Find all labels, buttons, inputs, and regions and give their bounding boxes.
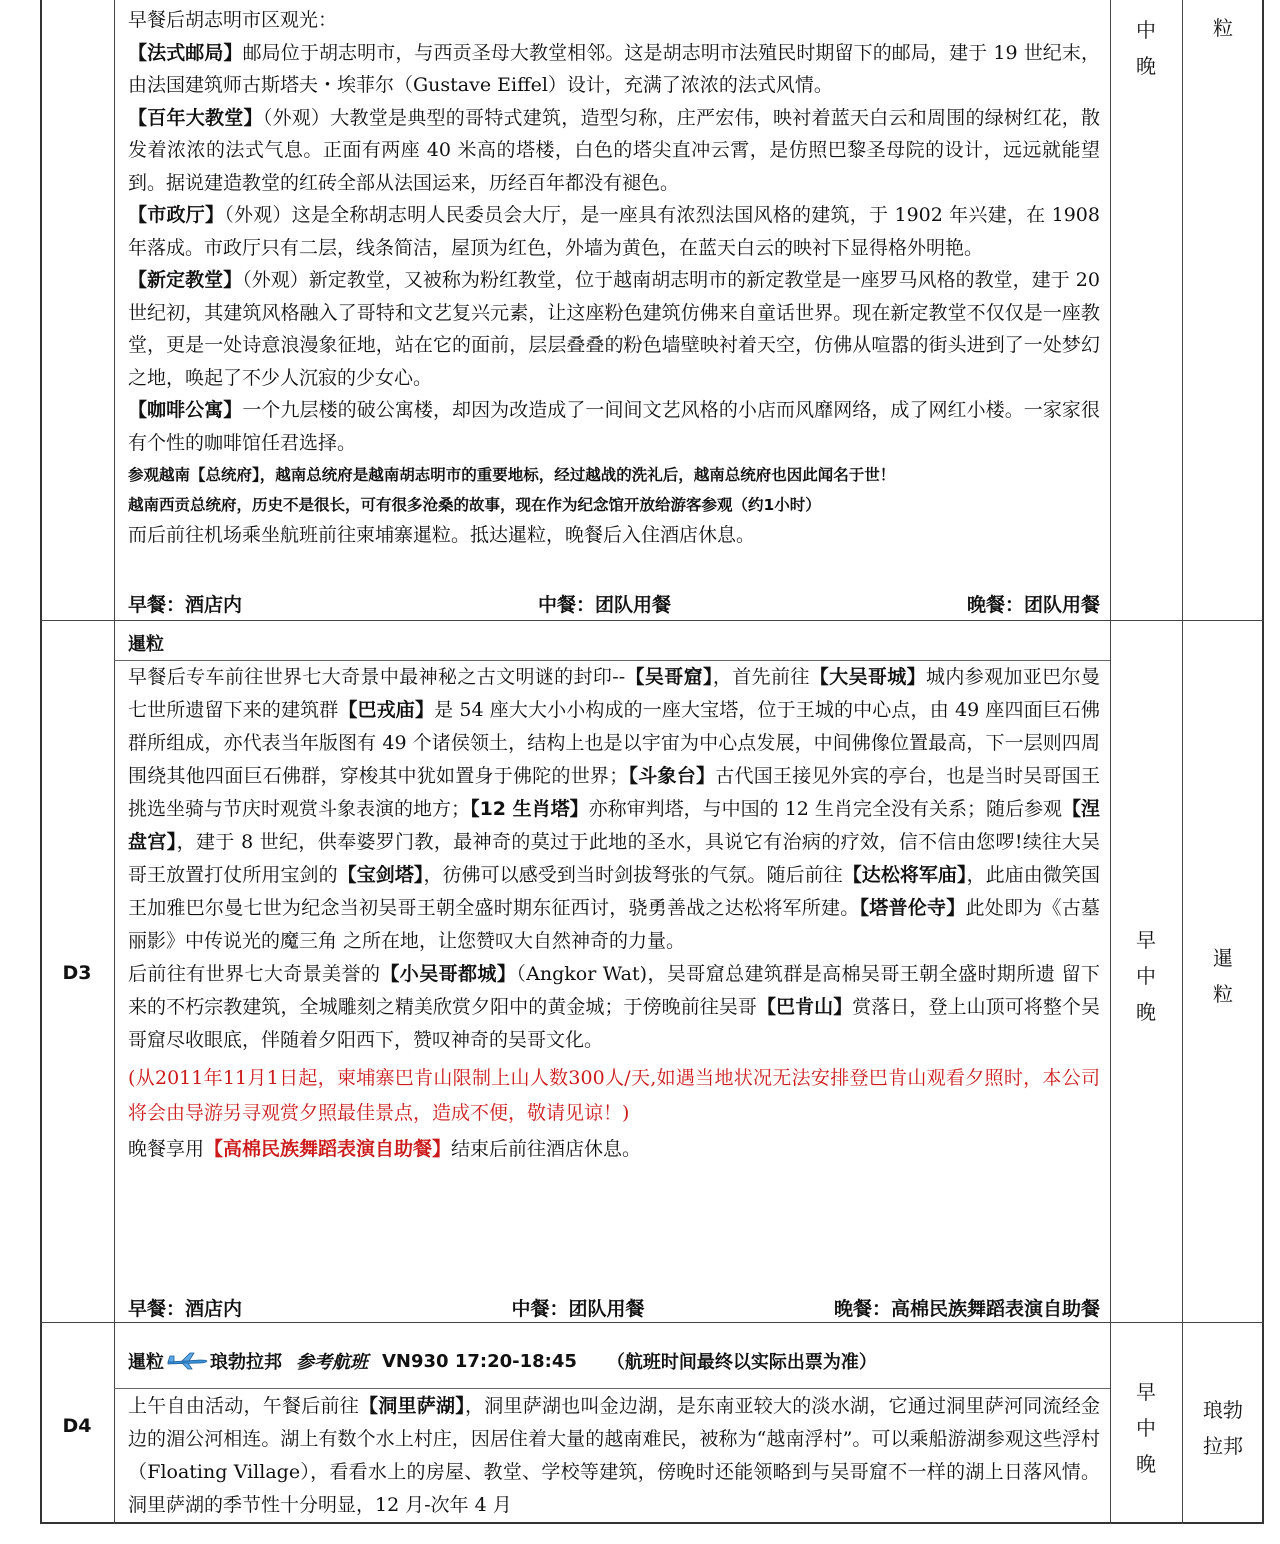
d3-hotel-column — [1188, 940, 1258, 1012]
meal-mark: 早 — [1136, 1380, 1156, 1404]
ta-som-title: 【达松将军庙】 — [842, 864, 967, 886]
day-label-d3: D3 — [62, 962, 92, 984]
hotel-city: 粒 — [1213, 982, 1233, 1006]
d3-itinerary-text — [128, 661, 1100, 1166]
prasat-suor-prat-title: 【12 生肖塔】 — [470, 798, 589, 820]
cafe-title: 【咖啡公寓】 — [128, 399, 243, 421]
column-divider-day — [114, 0, 115, 1524]
d4-flight-note: （航班时间最终以实际出票为准） — [606, 1352, 877, 1373]
apsara-buffet-title: 【高棉民族舞蹈表演自助餐】 — [204, 1138, 452, 1160]
d3-dinner: 晚餐：高棉民族舞蹈表演自助餐 — [833, 1298, 1100, 1320]
d3-lunch: 中餐：团队用餐 — [511, 1298, 645, 1320]
city-hall-text: （外观）这是全称胡志明人民委员会大厅，是一座具有浓烈法国风格的建筑，于 1902 年兴建，在 1908 年落成。市政厅只有二层，线条简洁，屋顶为红色，外墙为黄色，在蓝天白云的映衬下显得格外明艳。 — [128, 204, 1100, 259]
d2-breakfast: 早餐：酒店内 — [128, 594, 243, 616]
elephant-terrace-title: 【斗象台】 — [628, 765, 716, 787]
d2-post-office — [128, 37, 1100, 102]
d2-meals-line — [128, 590, 1100, 617]
d4-tonle-sap: 上午自由活动，午餐后前往【洞里萨湖】，洞里萨湖也叫金边湖，是东南亚较大的淡水湖，它通过洞里萨河同流经金边的湄公河相连。湖上有数个水上村庄，因居住着大量的越南难民，被称为“越南浮村”。可以乘船游湖参观这些浮村（Floating Village），看看水上的房屋、教堂、学校等建筑，傍晚时还能领略到与吴哥窟不一样的湖上日落风情。洞里萨湖的季节性十分明显，12 月-次年 4 月 — [128, 1395, 1100, 1516]
d4-flight-number: VN930 17:20-18:45 — [382, 1350, 577, 1372]
d2-departure: 而后前往机场乘坐航班前往柬埔寨暹粒。抵达暹粒，晚餐后入住酒店休息。 — [128, 524, 756, 546]
column-divider-meals — [1110, 0, 1111, 1524]
d3-meals-column — [1111, 922, 1181, 1030]
d2-dinner: 晚餐：团队用餐 — [966, 594, 1100, 616]
d3-meals-line — [128, 1294, 1100, 1321]
d4-meals-column — [1111, 1374, 1181, 1482]
d4-flight-heading — [128, 1348, 877, 1374]
d2-cafe-apartment — [128, 394, 1100, 459]
tan-dinh-title: 【新定教堂】 — [128, 269, 243, 291]
angkor-thom-title: 【大吴哥城】 — [809, 666, 926, 688]
d2-meals-column — [1111, 12, 1181, 84]
meal-mark: 中 — [1136, 964, 1156, 988]
meal-mark: 晚 — [1136, 1452, 1156, 1476]
tonle-sap-title: 【洞里萨湖】 — [359, 1395, 465, 1417]
d3-small-angkor: 后前往有世界七大奇景美誉的【小吴哥都城】（Angkor Wat)，吴哥窟总建筑群是高棉吴哥王朝全盛时期所遗 留下来的不朽宗教建筑，全城雕刻之精美欣赏夕阳中的黄金城；于傍晚前往吴哥【巴肯山】赏落日，登上山顶可将整个吴哥窟尽收眼底，伴随着夕阳西下，赞叹神奇的吴哥文化。 — [128, 963, 1100, 1051]
tan-dinh-text: （外观）新定教堂，又被称为粉红教堂，位于越南胡志明市的新定教堂是一座罗马风格的教堂，建于 20 世纪初，其建筑风格融入了哥特和文艺复兴元素，让这座粉色建筑仿佛来自童话世界。现在新定教堂不仅仅是一座教堂，更是一处诗意浪漫象征地，站在它的面前，层层叠叠的粉色墙壁映衬着天空，仿佛从喧嚣的街头进到了一处梦幻之地，唤起了不少人沉寂的少女心。 — [128, 269, 1100, 389]
d4-to-city: 琅勃拉邦 — [210, 1352, 282, 1373]
row-divider-d4 — [40, 1322, 1264, 1323]
preah-khan-title: 【宝剑塔】 — [337, 864, 424, 886]
d3-angkor-tour: 早餐后专车前往世界七大奇景中最神秘之古文明谜的封印--【吴哥窟】，首先前往【大吴哥城】城内参观加亚巴尔曼七世所遗留下来的建筑群【巴戎庙】是 54 座大大小小构成的一座大宝塔，位于王城的中心点，由 49 座四面巨石佛群所组成，亦代表当年版图有 49 个诸侯领土，结构上也是以宇宙为中心点发展，中间佛像位置最高，下一层则四周围绕其他四面巨石佛群，穿梭其中犹如置身于佛陀的世界；【斗象台】古代国王接见外宾的亭台，也是当时吴哥国王挑选坐骑与节庆时观赏斗象表演的地方；【12 生肖塔】亦称审判塔，与中国的 12 生肖完全没有关系；随后参观【涅盘宫】，建于 8 世纪，供奉婆罗门教，最神奇的莫过于此地的圣水，具说它有治病的疗效，信不信由您啰!续往大吴哥王放置打仗所用宝剑的【宝剑塔】，彷佛可以感受到当时剑拔弩张的气氛。随后前往【达松将军庙】，此庙由微笑国王加雅巴尔曼七世为纪念当初吴哥王朝全盛时期东征西讨，骁勇善战之达松将军所建。【塔普伦寺】此处即为《古墓丽影》中传说光的魔三角 之所在地，让您赞叹大自然神奇的力量。 — [128, 666, 1100, 952]
d4-hotel-column — [1186, 1392, 1260, 1464]
d2-palace-note-2: 越南西贡总统府，历史不是很长，可有很多沧桑的故事，现在作为纪念馆开放给游客参观（约1小时） — [128, 496, 821, 514]
small-angkor-title: 【小吴哥都城】 — [380, 963, 517, 985]
d2-hotel-column — [1188, 10, 1258, 46]
phnom-bakheng-title: 【巴肯山】 — [756, 996, 853, 1018]
meal-mark: 晚 — [1136, 1000, 1156, 1024]
d2-city-hall — [128, 199, 1100, 264]
neak-pean-title: 【涅盘宫】 — [128, 798, 1100, 853]
cathedral-title: 【百年大教堂】 — [128, 106, 263, 129]
d2-palace-note-1: 参观越南【总统府】，越南总统府是越南胡志明市的重要地标，经过越战的洗礼后，越南总统府也因此闻名于世！ — [128, 466, 896, 484]
hotel-city: 暹 — [1213, 946, 1233, 970]
d2-lunch: 中餐：团队用餐 — [537, 594, 671, 616]
d3-dinner-note: 晚餐享用【高棉民族舞蹈表演自助餐】结束后前往酒店休息。 — [128, 1138, 642, 1160]
meal-mark: 晚 — [1136, 54, 1156, 78]
d2-cathedral — [128, 102, 1100, 200]
city-hall-title: 【市政厅】 — [128, 204, 225, 226]
post-office-text: 邮局位于胡志明市，与西贡圣母大教堂相邻。这是胡志明市法殖民时期留下的邮局，建于 19 世纪末，由法国建筑师古斯塔夫・埃菲尔（Gustave Eiffel）设计，充满了浓浓的法式风情。 — [128, 41, 1100, 96]
ta-prohm-title: 【塔普伦寺】 — [859, 897, 966, 919]
post-office-title: 【法式邮局】 — [128, 41, 243, 64]
cathedral-text: （外观）大教堂是典型的哥特式建筑，造型匀称，庄严宏伟，映衬着蓝天白云和周围的绿树红花，散发着浓浓的法式气息。正面有两座 40 米高的塔楼，白色的塔尖直冲云霄，是仿照巴黎圣母院的设计，远远就能望到。据说建造教堂的红砖全部从法国运来，历经百年都没有褪色。 — [128, 106, 1100, 194]
bayon-title: 【巴戎庙】 — [338, 699, 435, 721]
airplane-icon — [166, 1351, 208, 1371]
d3-breakfast: 早餐：酒店内 — [128, 1298, 243, 1320]
d3-heading: 暹粒 — [128, 634, 164, 655]
hotel-city: 拉邦 — [1203, 1434, 1243, 1458]
day-label-d4: D4 — [62, 1415, 92, 1437]
cafe-text: 一个九层楼的破公寓楼，却因为改造成了一间间文艺风格的小店而风靡网络，成了网红小楼。一家家很有个性的咖啡馆任君选择。 — [128, 399, 1100, 454]
angkor-wat-title: 【吴哥窟】 — [625, 666, 713, 688]
row-divider-d3 — [40, 620, 1264, 621]
meal-mark: 早 — [1136, 928, 1156, 952]
d3-bakheng-notice: (从2011年11月1日起，柬埔寨巴肯山限制上山人数300人/天,如遇当地状况无法安排登巴肯山观看夕照时，本公司将会由导游另寻观赏夕照最佳景点，造成不便，敬请见谅！) — [128, 1067, 1100, 1124]
d4-itinerary-text — [128, 1390, 1100, 1522]
hotel-city: 粒 — [1213, 16, 1233, 40]
meal-mark: 中 — [1136, 1416, 1156, 1440]
d2-itinerary-text — [128, 4, 1100, 552]
d4-flight-label: 参考航班 — [296, 1352, 368, 1373]
d2-intro: 早餐后胡志明市区观光： — [128, 9, 338, 31]
d2-tan-dinh-church — [128, 264, 1100, 394]
d4-from-city: 暹粒 — [128, 1352, 164, 1373]
d4-heading-divider — [114, 1388, 1110, 1389]
column-divider-hotel — [1182, 0, 1183, 1524]
meal-mark: 中 — [1136, 18, 1156, 42]
hotel-city: 琅勃 — [1203, 1398, 1243, 1422]
